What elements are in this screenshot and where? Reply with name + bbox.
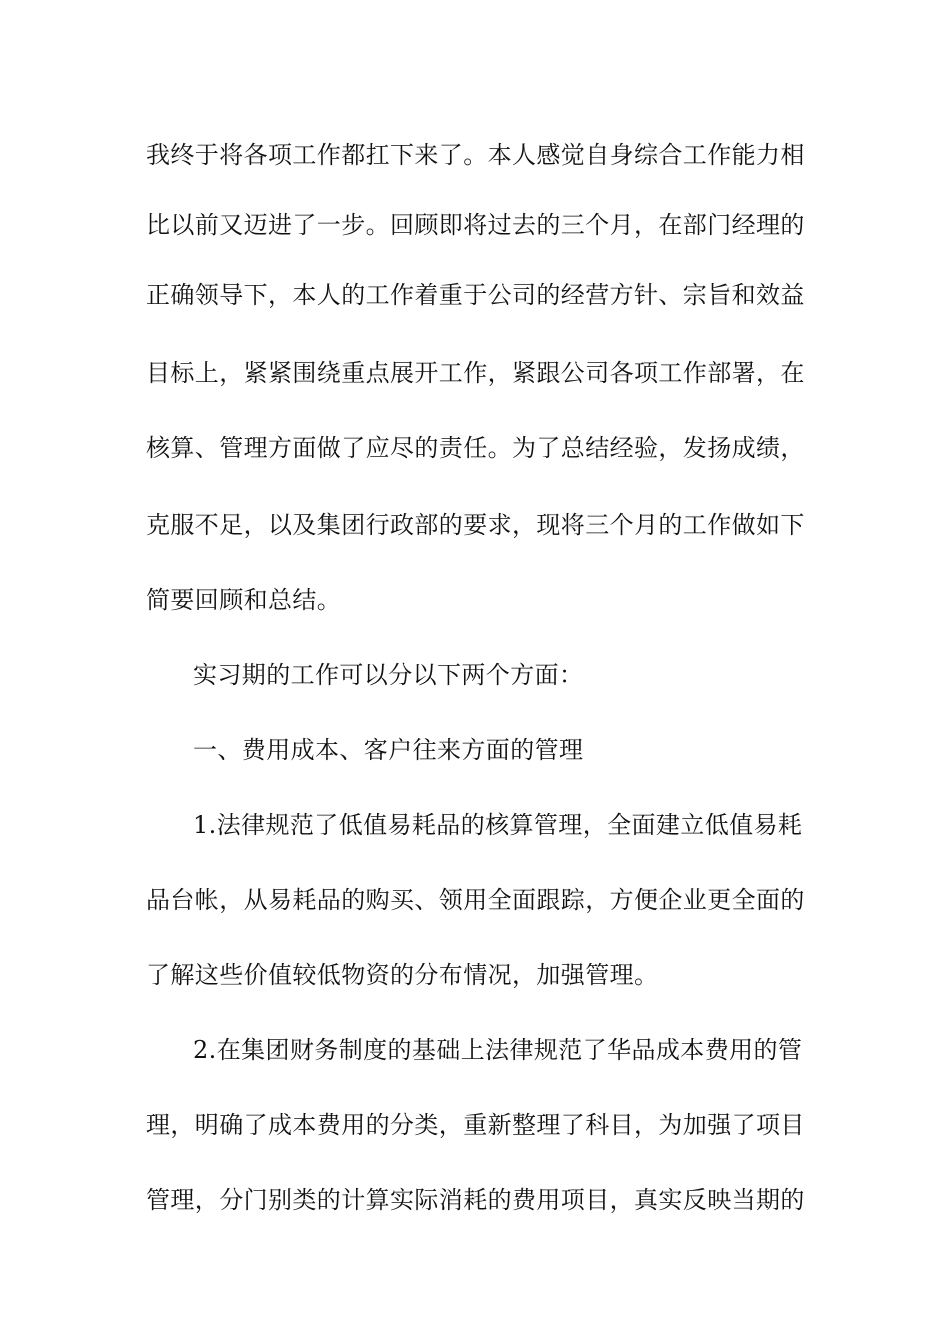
paragraph-line: 克服不足，以及集团行政部的要求，现将三个月的工作做如下 <box>146 511 805 539</box>
list-item-line: 1.法律规范了低值易耗品的核算管理，全面建立低值易耗 <box>193 811 803 839</box>
paragraph-line: 我终于将各项工作都扛下来了。本人感觉自身综合工作能力相 <box>146 141 805 169</box>
paragraph-line: 核算、管理方面做了应尽的责任。为了总结经验，发扬成绩， <box>146 434 805 462</box>
list-item-line: 理，明确了成本费用的分类，重新整理了科目，为加强了项目 <box>146 1111 805 1139</box>
list-item-line: 了解这些价值较低物资的分布情况，加强管理。 <box>146 961 659 989</box>
paragraph-line: 比以前又迈进了一步。回顾即将过去的三个月，在部门经理的 <box>146 211 805 239</box>
list-item-line: 品台帐，从易耗品的购买、领用全面跟踪，方便企业更全面的 <box>146 886 805 914</box>
paragraph-line: 简要回顾和总结。 <box>146 586 342 614</box>
paragraph-line: 正确领导下，本人的工作着重于公司的经营方针、宗旨和效益 <box>146 281 805 309</box>
list-item-line: 管理，分门别类的计算实际消耗的费用项目，真实反映当期的 <box>146 1186 805 1214</box>
section-intro-line: 实习期的工作可以分以下两个方面： <box>193 661 584 689</box>
section-heading: 一、费用成本、客户往来方面的管理 <box>193 736 584 764</box>
list-item-line: 2.在集团财务制度的基础上法律规范了华品成本费用的管 <box>193 1036 803 1064</box>
paragraph-line: 目标上，紧紧围绕重点展开工作，紧跟公司各项工作部署，在 <box>146 359 805 387</box>
